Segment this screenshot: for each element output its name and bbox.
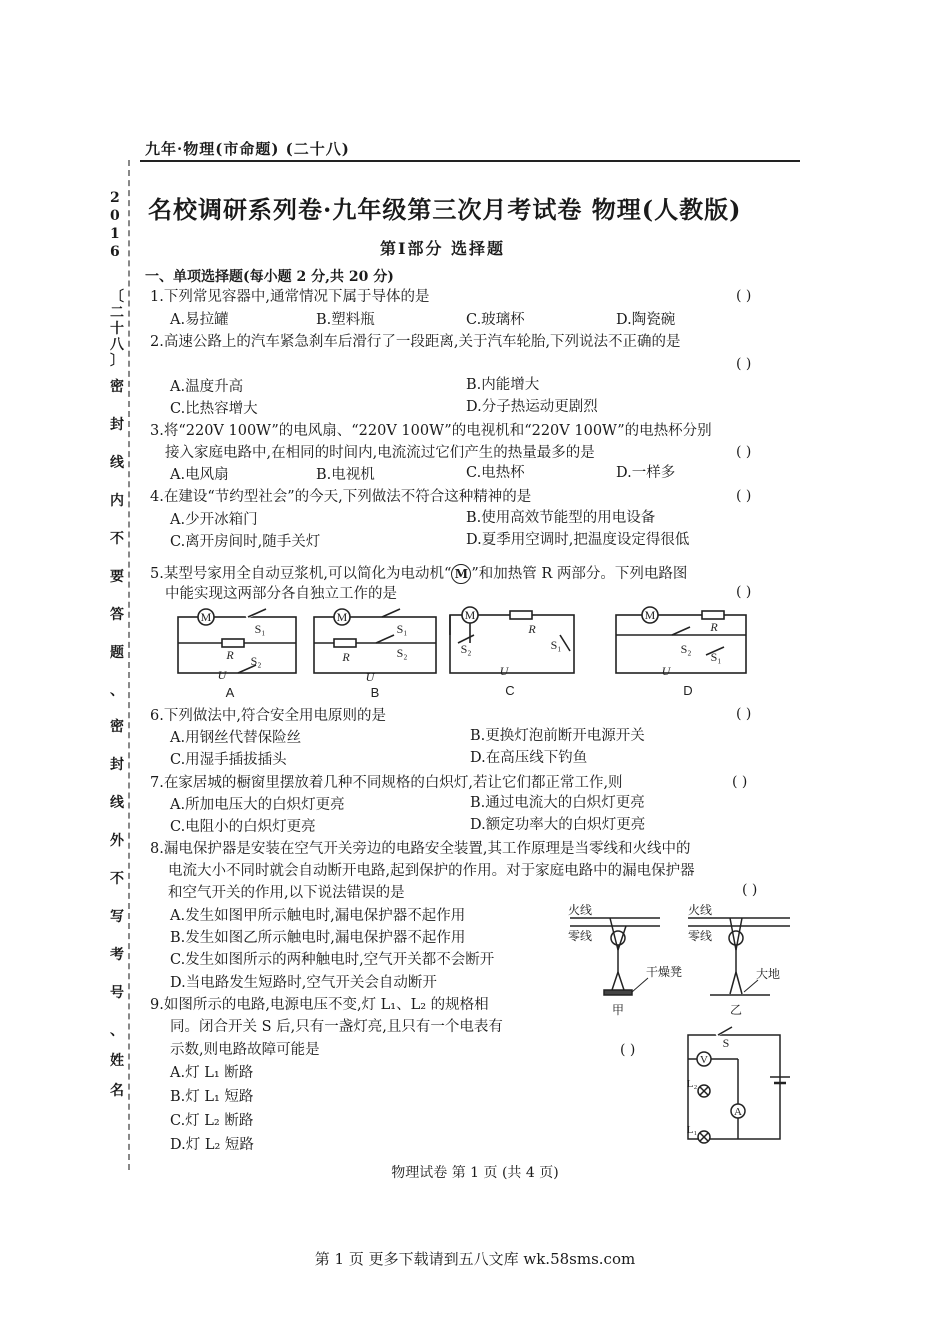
header-rule	[140, 160, 800, 162]
binding-margin-char: 答	[110, 607, 124, 623]
q4-option-c: C.离开房间时,随手关灯	[170, 534, 321, 550]
circuit-b-r-label: R	[342, 650, 350, 664]
q8-option-b: B.发生如图乙所示触电时,漏电保护器不起作用	[170, 930, 466, 946]
q8-option-a: A.发生如图甲所示触电时,漏电保护器不起作用	[170, 908, 466, 924]
q8-fig-stool-label: 干燥凳	[646, 965, 683, 979]
q9-option-a: A.灯 L₁ 断路	[170, 1065, 254, 1081]
circuit-d-s1-label: S₁	[710, 650, 722, 664]
binding-margin-char: 姓	[110, 1053, 124, 1069]
q5-stem-line2: 中能实现这两部分各自独立工作的是	[165, 586, 397, 602]
q6-option-c: C.用湿手插拔插头	[170, 752, 287, 768]
q6-stem: 6.下列做法中,符合安全用电原则的是	[150, 708, 386, 724]
circuit-c-u-label: U	[499, 664, 509, 678]
binding-margin-char: 外	[110, 833, 124, 849]
q8-answer-paren: ( )	[742, 882, 758, 898]
binding-margin-char: 二	[110, 305, 124, 321]
q5-stem-part1: 5.某型号家用全自动豆浆机,可以简化为电动机“	[150, 566, 452, 582]
circuit-a-s2-label: S₂	[250, 654, 262, 668]
q9-circuit-figure	[680, 1025, 790, 1150]
q1-option-c: C.玻璃杯	[466, 312, 525, 328]
circuit-d-r-label: R	[710, 620, 718, 634]
q9-l1-label: L₁	[686, 1124, 698, 1136]
circuit-a-caption: A	[225, 685, 235, 700]
q7-option-c: C.电阻小的白炽灯更亮	[170, 819, 316, 835]
q8-fig-live-wire-b: 火线	[688, 903, 713, 917]
q9-ammeter-label: A	[734, 1106, 742, 1118]
lamp-l1-icon	[698, 1131, 710, 1143]
binding-dashed-line	[128, 160, 131, 1170]
binding-margin-char: 名	[110, 1083, 124, 1099]
q8-stem-line3: 和空气开关的作用,以下说法错误的是	[168, 885, 405, 901]
q5-circuits-figure	[170, 605, 790, 700]
binding-margin-char: 〕	[110, 353, 124, 369]
q4-option-b: B.使用高效节能型的用电设备	[466, 510, 656, 526]
binding-margin-char: 不	[110, 531, 124, 547]
person-b-icon	[710, 918, 770, 995]
download-note: 第 1 页 更多下载请到五八文库 wk.58sms.com	[314, 1250, 636, 1268]
q8-option-d: D.当电路发生短路时,空气开关会自动断开	[170, 975, 437, 991]
q5-answer-paren: ( )	[736, 584, 752, 600]
q5-stem-line1	[150, 564, 687, 584]
q4-option-a: A.少开冰箱门	[170, 512, 258, 528]
circuit-d-caption: D	[683, 683, 693, 698]
q7-stem: 7.在家居城的橱窗里摆放着几种不同规格的白炽灯,若让它们都正常工作,则	[150, 775, 623, 791]
q3-option-b: B.电视机	[316, 467, 375, 483]
page-footer: 物理试卷 第 1 页 (共 4 页)	[391, 1165, 559, 1181]
q9-switch-label: S	[722, 1036, 730, 1050]
circuit-d-u-label: U	[661, 664, 671, 678]
binding-margin-char: 十	[110, 321, 124, 337]
q1-option-d: D.陶瓷碗	[616, 312, 676, 328]
q9-option-d: D.灯 L₂ 短路	[170, 1137, 254, 1153]
q1-option-a: A.易拉罐	[170, 312, 229, 328]
binding-margin-char: 封	[110, 757, 124, 773]
binding-margin-char: 、	[110, 683, 124, 699]
q1-stem: 1.下列常见容器中,通常情况下属于导体的是	[150, 289, 430, 305]
part-title: 第Ⅰ部分 选择题	[380, 239, 506, 258]
binding-margin-char: 不	[110, 871, 124, 887]
circuit-b-s2-label: S₂	[396, 646, 408, 660]
binding-margin-char: 考	[110, 947, 124, 963]
circuit-b-motor-label: M	[336, 610, 348, 624]
circuit-c-s2-label: S₂	[460, 642, 472, 656]
q9-stem-line3: 示数,则电路故障可能是	[170, 1042, 320, 1058]
q8-electrocution-figure	[560, 900, 800, 1018]
q9-l2-label: L₂	[686, 1078, 698, 1090]
q8-fig-live-wire-a: 火线	[568, 903, 593, 917]
q2-option-c: C.比热容增大	[170, 401, 258, 417]
q4-stem: 4.在建设“节约型社会”的今天,下列做法不符合这种精神的是	[150, 489, 532, 505]
q8-fig-neutral-wire-a: 零线	[568, 929, 593, 943]
binding-margin-char: 、	[110, 1023, 124, 1039]
q2-option-d: D.分子热运动更剧烈	[466, 399, 598, 415]
q1-option-b: B.塑料瓶	[316, 312, 375, 328]
lamp-l2-icon	[698, 1085, 710, 1097]
q7-option-d: D.额定功率大的白炽灯更亮	[470, 817, 646, 833]
binding-margin-char: 封	[110, 417, 124, 433]
person-a-icon	[604, 918, 632, 995]
page-title: 名校调研系列卷·九年级第三次月考试卷 物理(人教版)	[148, 195, 742, 224]
q9-option-c: C.灯 L₂ 断路	[170, 1113, 254, 1129]
q3-answer-paren: ( )	[736, 444, 752, 460]
binding-margin-char: 〔	[110, 289, 124, 305]
q6-option-b: B.更换灯泡前断开电源开关	[470, 728, 645, 744]
q4-answer-paren: ( )	[736, 488, 752, 504]
q7-answer-paren: ( )	[732, 774, 748, 790]
circuit-c-motor-label: M	[464, 608, 476, 622]
exam-header: 九年·物理(市命题) (二十八)	[145, 140, 350, 158]
binding-margin-char: 题	[110, 645, 124, 661]
binding-margin-char: 2	[110, 190, 120, 206]
q8-option-c: C.发生如图所示的两种触电时,空气开关都不会断开	[170, 952, 495, 968]
circuit-a-s1-label: S₁	[254, 622, 266, 636]
q8-stem-line1: 8.漏电保护器是安装在空气开关旁边的电路安全装置,其工作原理是当零线和火线中的	[150, 841, 691, 857]
motor-symbol: M	[451, 564, 471, 584]
binding-margin-char: 密	[110, 719, 124, 735]
circuit-b	[314, 609, 436, 673]
q7-option-b: B.通过电流大的白炽灯更亮	[470, 795, 645, 811]
q4-option-d: D.夏季用空调时,把温度设定得很低	[466, 532, 690, 548]
circuit-c-caption: C	[505, 683, 515, 698]
circuit-b-caption: B	[370, 685, 380, 700]
binding-margin-char: 线	[110, 455, 124, 471]
q9-option-b: B.灯 L₁ 短路	[170, 1089, 254, 1105]
q9-stem-line1: 9.如图所示的电路,电源电压不变,灯 L₁、L₂ 的规格相	[150, 997, 489, 1013]
q2-option-b: B.内能增大	[466, 377, 540, 393]
circuit-a-r-label: R	[226, 648, 234, 662]
q8-fig-ground-label: 大地	[756, 967, 781, 981]
q1-answer-paren: ( )	[736, 288, 752, 304]
binding-margin-char: 内	[110, 493, 124, 509]
q6-answer-paren: ( )	[736, 706, 752, 722]
binding-margin-char: 6	[110, 244, 120, 260]
binding-margin-char: 1	[110, 226, 120, 242]
circuit-a-u-label: U	[217, 668, 227, 682]
q2-answer-paren: ( )	[736, 356, 752, 372]
q9-stem-line2: 同。闭合开关 S 后,只有一盏灯亮,且只有一个电表有	[170, 1019, 503, 1035]
q8-fig-caption-a: 甲	[612, 1003, 625, 1017]
q2-stem: 2.高速公路上的汽车紧急刹车后滑行了一段距离,关于汽车轮胎,下列说法不正确的是	[150, 334, 681, 350]
q6-option-d: D.在高压线下钓鱼	[470, 750, 588, 766]
section-title: 一、单项选择题(每小题 2 分,共 20 分)	[145, 269, 394, 285]
q3-stem-line2: 接入家庭电路中,在相同的时间内,电流流过它们产生的热量最多的是	[165, 445, 595, 461]
circuit-c-s1-label: S₁	[550, 638, 562, 652]
q2-option-a: A.温度升高	[170, 379, 244, 395]
binding-margin-char: 号	[110, 985, 124, 1001]
circuit-b-u-label: U	[365, 670, 375, 684]
q3-option-d: D.一样多	[616, 465, 676, 481]
circuit-a	[178, 609, 296, 673]
circuit-d-s2-label: S₂	[680, 642, 692, 656]
circuit-b-s1-label: S₁	[396, 622, 408, 636]
q8-stem-line2: 电流大小不同时就会自动断开电路,起到保护的作用。对于家庭电路中的漏电保护器	[168, 863, 695, 879]
binding-margin-char: 密	[110, 379, 124, 395]
circuit-d-motor-label: M	[644, 608, 656, 622]
q8-fig-caption-b: 乙	[730, 1003, 743, 1017]
q6-option-a: A.用钢丝代替保险丝	[170, 730, 302, 746]
q8-fig-neutral-wire-b: 零线	[688, 929, 713, 943]
q3-option-a: A.电风扇	[170, 467, 229, 483]
circuit-d	[616, 607, 746, 673]
binding-margin-char: 写	[110, 909, 124, 925]
q7-option-a: A.所加电压大的白炽灯更亮	[170, 797, 345, 813]
circuit-a-motor-label: M	[200, 610, 212, 624]
q9-voltmeter-label: V	[700, 1054, 708, 1066]
q3-stem-line1: 3.将“220V 100W”的电风扇、“220V 100W”的电视机和“220V 100W”的电热杯分别	[150, 423, 712, 439]
binding-margin-char: 线	[110, 795, 124, 811]
q5-stem-part2: ”和加热管 R 两部分。下列电路图	[471, 566, 688, 582]
binding-margin-char: 八	[110, 337, 124, 353]
q9-answer-paren: ( )	[620, 1042, 636, 1058]
circuit-c-r-label: R	[528, 622, 536, 636]
q3-option-c: C.电热杯	[466, 465, 525, 481]
binding-margin-char: 要	[110, 569, 124, 585]
binding-margin-char: 0	[110, 208, 120, 224]
